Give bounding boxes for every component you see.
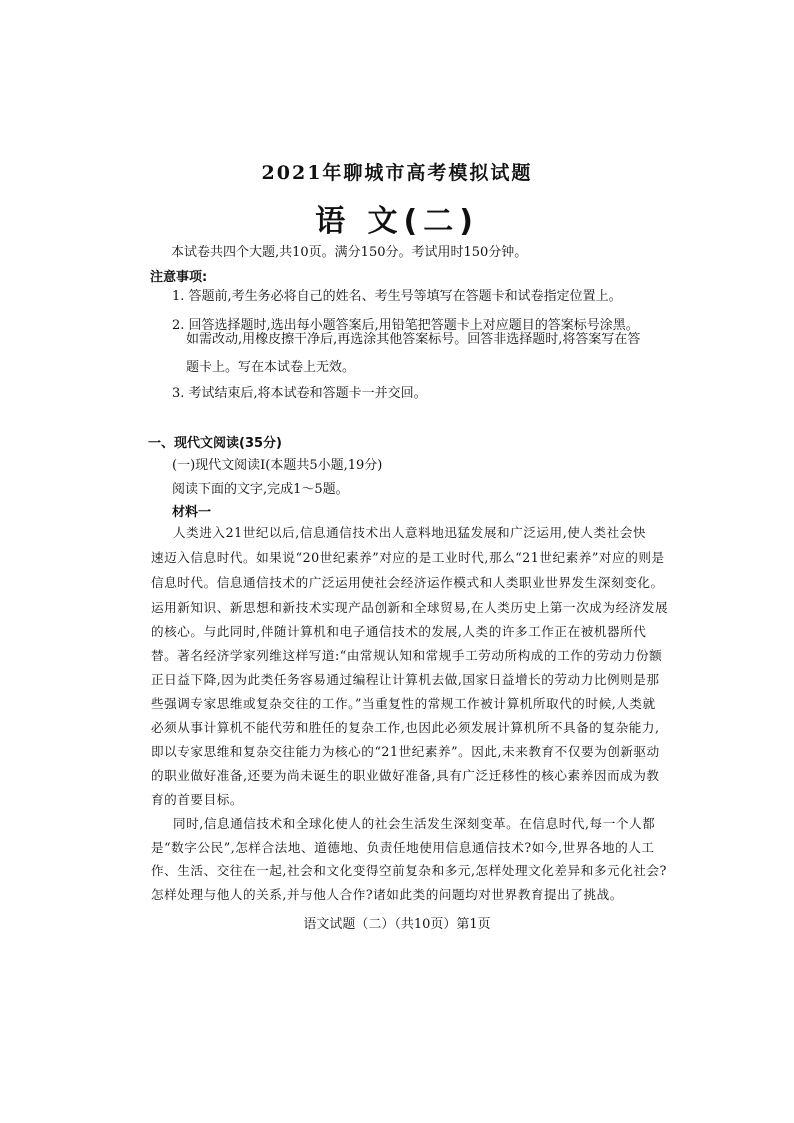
section-instruction: 阅读下面的文字,完成1～5题。 <box>172 482 349 497</box>
passage-line: 即以专家思维和复杂交往能力为核心的“21世纪素养”。因此,未来教育不仅要为创新驱动 <box>151 744 660 759</box>
passage-line: 信息时代。信息通信技术的广泛运用使社会经济运作模式和人类职业世界发生深刻变化。 <box>151 575 664 590</box>
passage-line: 正日益下降,因为此类任务容易通过编程让计算机去做,国家日益增长的劳动力比例则是那 <box>151 672 660 687</box>
passage-line: 人类进入21世纪以后,信息通信技术出人意料地迅猛发展和广泛运用,使人类社会快 <box>173 525 647 540</box>
note-item: 2. 回答选择题时,选出每小题答案后,用铅笔把答题卡上对应题目的答案标号涂黑。 <box>172 318 639 333</box>
passage-line: 是“数字公民”,怎样合法地、道德地、负责任地使用信息通信技术?如今,世界各地的人工 <box>151 840 655 855</box>
passage-line: 些强调专家思维或复杂交往的工作。”当重复性的常规工作被计算机所取代的时候,人类就 <box>151 696 656 711</box>
section-subheading: (一)现代文阅读I(本题共5小题,19分) <box>172 458 383 473</box>
passage-line: 必须从事计算机不能代劳和胜任的复杂工作,也因此必须发展计算机所不具备的复杂能力, <box>151 720 660 735</box>
passage-line: 运用新知识、新思想和新技术实现产品创新和全球贸易,在人类历史上第一次成为经济发展 <box>151 600 669 615</box>
passage-line: 替。著名经济学家列维这样写道:“由常规认知和常规手工劳动所构成的工作的劳动力份额 <box>151 648 663 663</box>
exam-title: 2021年聊城市高考模拟试题 <box>261 162 533 184</box>
passage-line: 的职业做好准备,还要为尚未诞生的职业做好准备,具有广泛迁移性的核心素养因而成为教 <box>151 768 660 783</box>
note-item: 1. 答题前,考生务必将自己的姓名、考生号等填写在答题卡和试卷指定位置上。 <box>172 289 622 304</box>
passage-line: 作、生活、交往在一起,社会和文化变得空前复杂和多元,怎样处理文化差异和多元化社会? <box>151 863 667 878</box>
material-label: 材料一 <box>172 505 212 520</box>
passage-line: 的核心。与此同时,伴随计算机和电子通信技术的发展,人类的许多工作正在被机器所代 <box>151 624 647 639</box>
note-item: 3. 考试结束后,将本试卷和答题卡一并交回。 <box>172 386 427 401</box>
passage-line: 育的首要目标。 <box>151 792 244 807</box>
page-footer: 语文试题（二）（共10页）第1页 <box>303 917 491 932</box>
note-item: 题卡上。写在本试卷上无效。 <box>186 360 356 375</box>
exam-subject: 语 文(二) <box>315 204 479 239</box>
passage-line: 同时,信息通信技术和全球化使人的社会生活发生深刻变革。在信息时代,每一个人都 <box>173 816 656 831</box>
passage-line: 速迈入信息时代。如果说“20世纪素养”对应的是工业时代,那么“21世纪素养”对应的则是 <box>151 550 665 565</box>
passage-line: 怎样处理与他人的关系,并与他人合作?诸如此类的问题均对世界教育提出了挑战。 <box>151 887 623 902</box>
note-item: 如需改动,用橡皮擦干净后,再选涂其他答案标号。回答非选择题时,将答案写在答 <box>186 332 641 347</box>
section-heading: 一、现代文阅读(35分) <box>148 436 282 451</box>
exam-intro: 本试卷共四个大题,共10页。满分150分。考试用时150分钟。 <box>171 245 528 260</box>
notes-heading: 注意事项: <box>150 270 208 285</box>
